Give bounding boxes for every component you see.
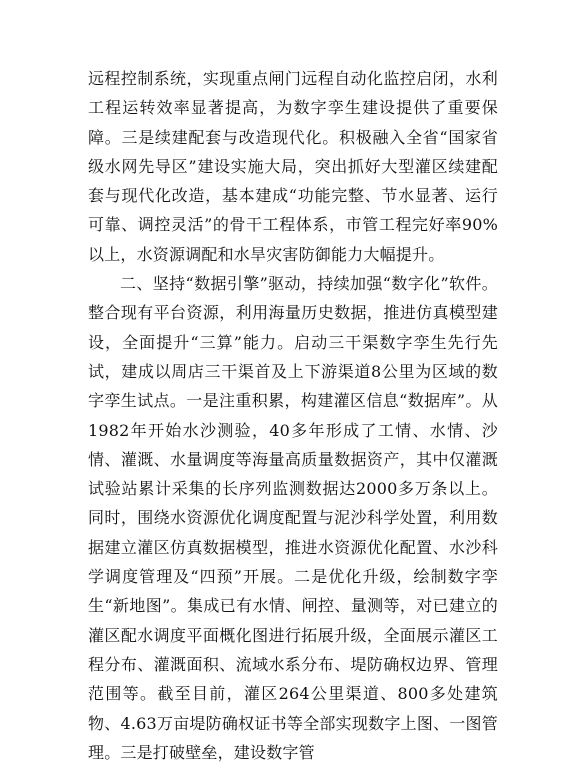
paragraph-1: 远程控制系统，实现重点闸门远程自动化监控启闭，水利工程运转效率显著提高，为数字孪生建设提供了重要保障。三是续建配套与改造现代化。积极融入全省“国家省级水网先导区”建设实施大局，突出抓好大型灌区续建配套与现代化改造，基本建成“功能完整、节水显著、运行可靠、调控灵活”的骨干工程体系，市管工程完好率90%以上，水资源调配和水旱灾害防御能力大幅提升。	[88, 69, 498, 264]
document-body	[88, 64, 498, 767]
paragraph-2: 二、坚持“数据引擎”驱动，持续加强“数字化”软件。整合现有平台资源，利用海量历史数据，推进仿真模型建设，全面提升“三算”能力。启动三干渠数字孪生先行先试，建成以周店三干渠首及上下游渠道8公里为区域的数字孪生试点。一是注重积累，构建灌区信息“数据库”。从1982年开始水沙测验，40多年形成了工情、水情、沙情、灌溉、水量调度等海量高质量数据资产，其中仅灌溉试验站累计采集的长序列监测数据达2000多万条以上。同时，围绕水资源优化调度配置与泥沙科学处置，利用数据建立灌区仿真数据模型，推进水资源优化配置、水沙科学调度管理及“四预”开展。二是优化升级，绘制数字孪生“新地图”。集成已有水情、闸控、量测等，对已建立的灌区配水调度平面概化图进行拓展升级，全面展示灌区工程分布、灌溉面积、流域水系分布、堤防确权边界、管理范围等。截至目前，灌区264公里渠道、800多处建筑物、4.63万亩堤防确权证书等全部实现数字上图、一图管理。三是打破壁垒，建设数字管	[88, 274, 498, 762]
